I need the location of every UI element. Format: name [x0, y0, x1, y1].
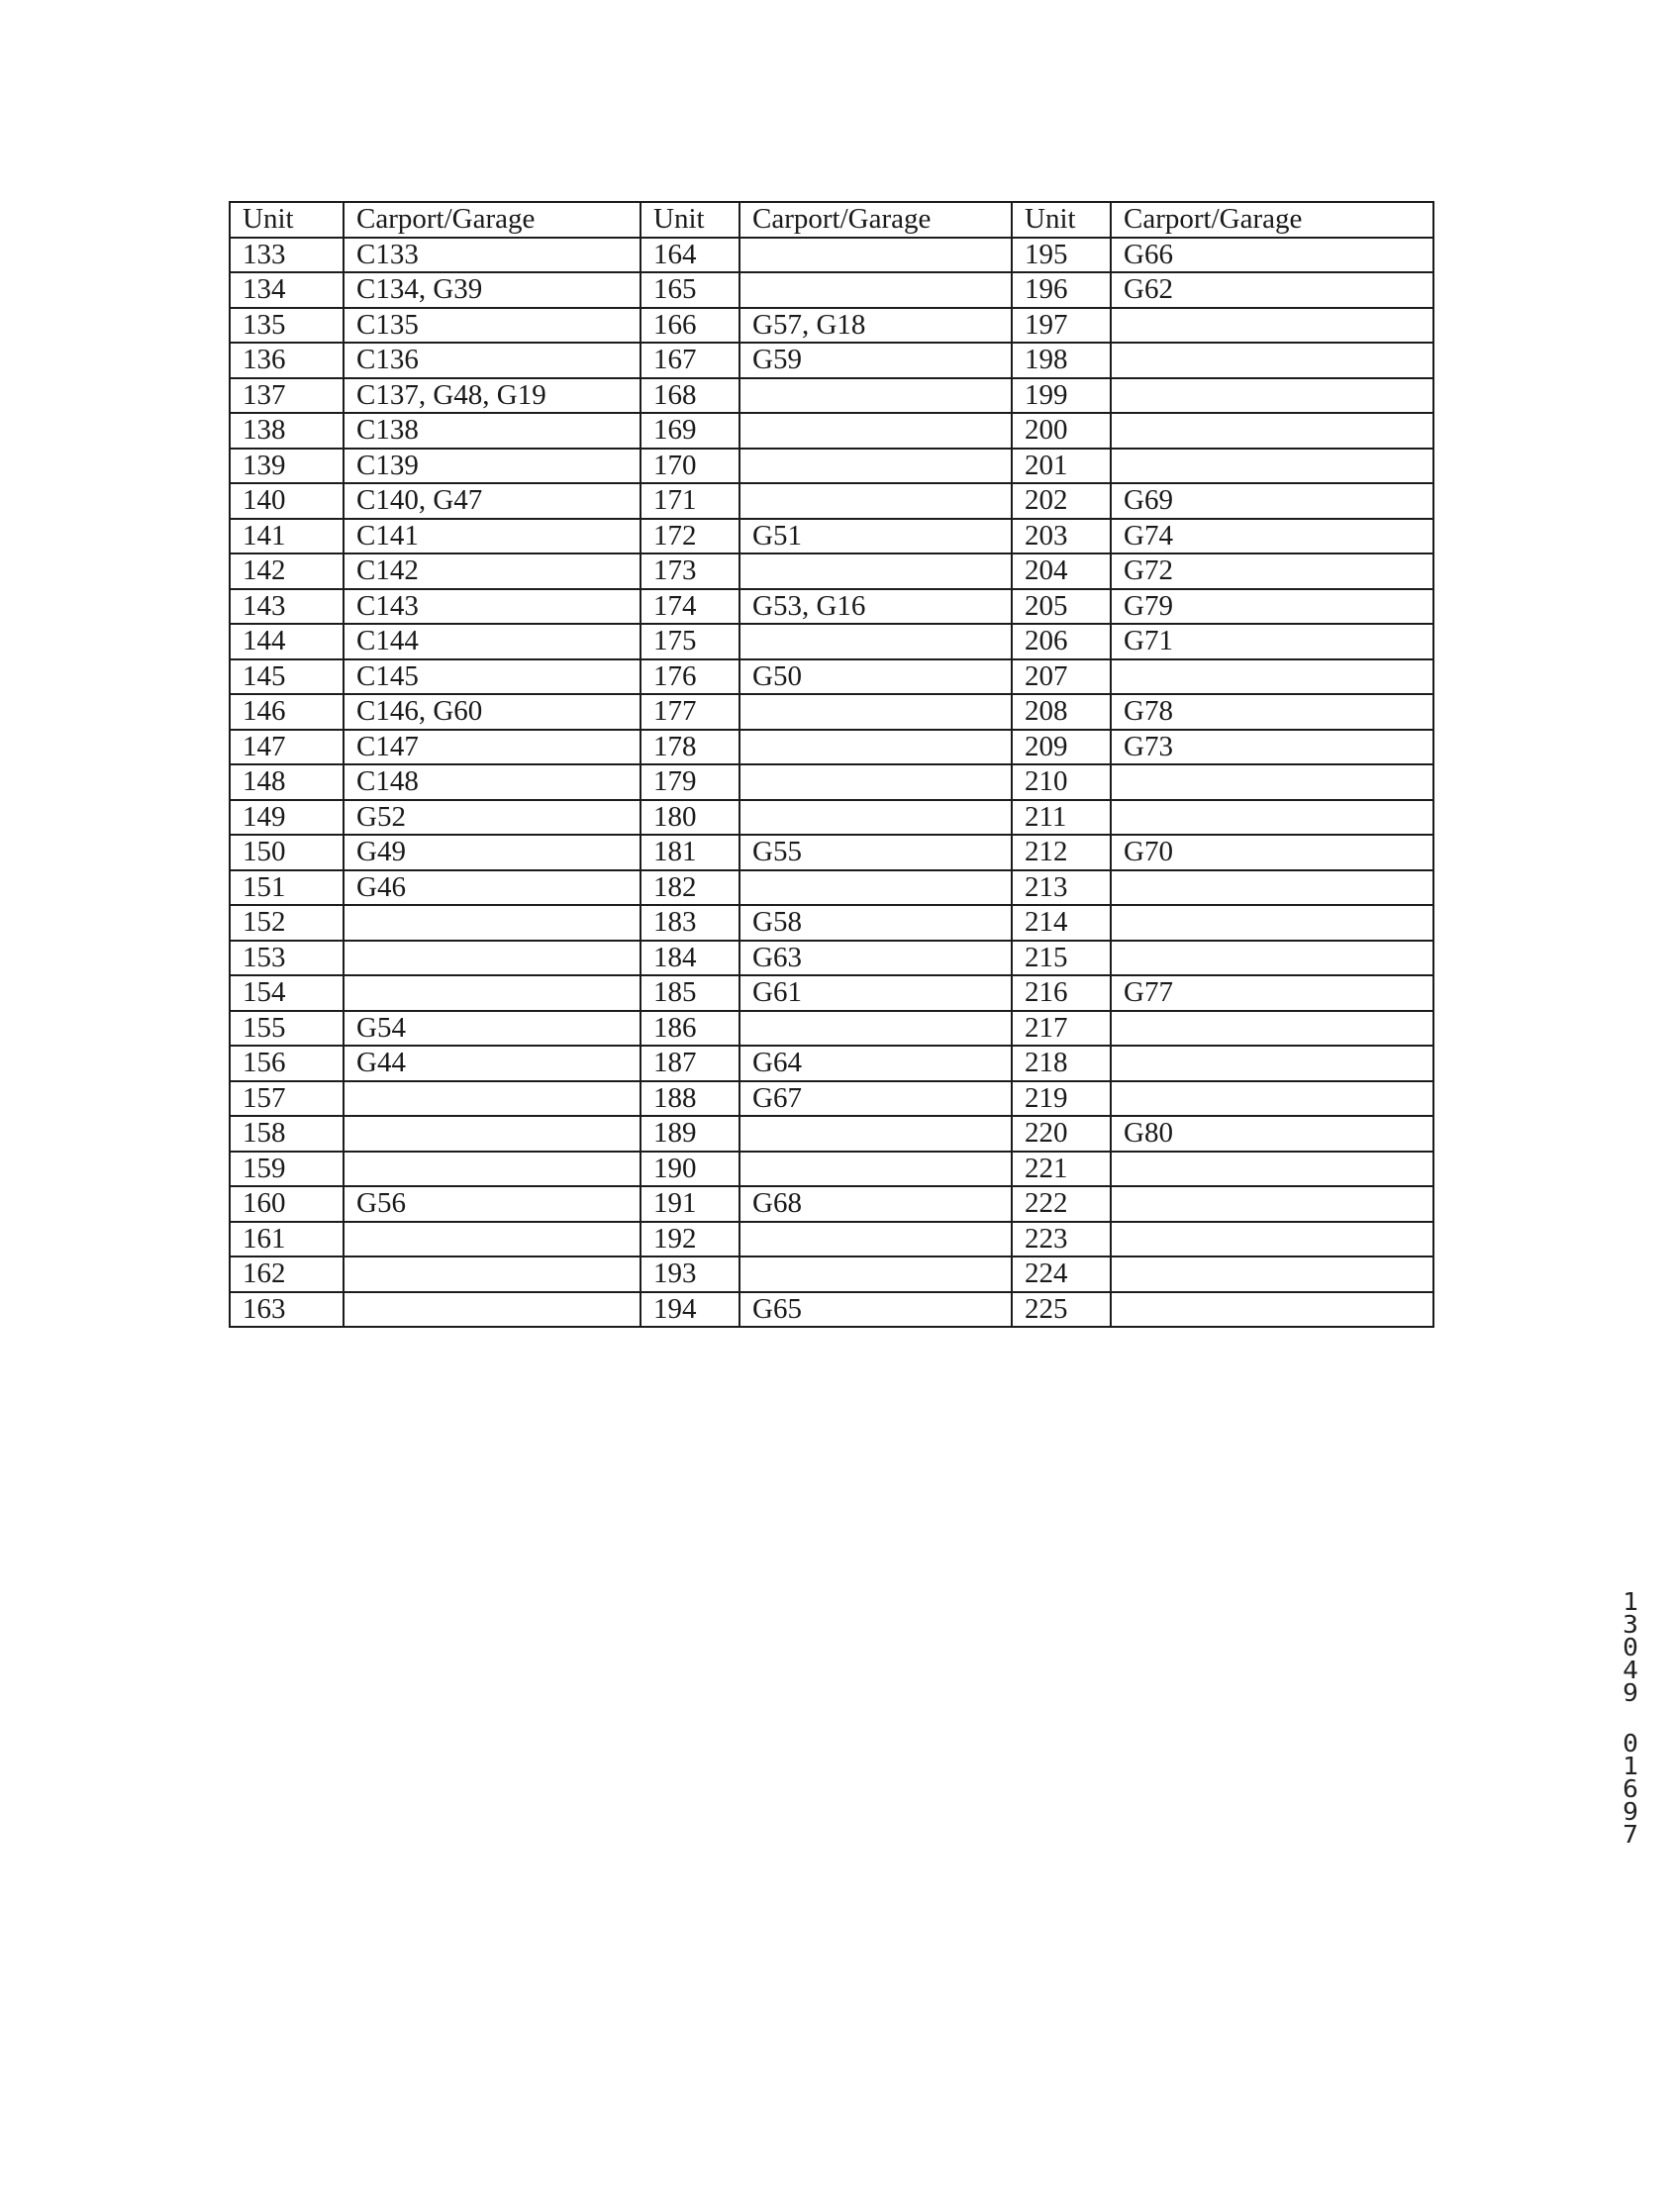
carport-garage-cell: G61: [739, 975, 1012, 1011]
table-row: [230, 1292, 1433, 1328]
carport-garage-cell: [344, 1292, 640, 1328]
carport-garage-cell: [344, 941, 640, 976]
carport-garage-cell: G63: [739, 941, 1012, 976]
unit-cell: 214: [1012, 905, 1111, 941]
unit-cell: 161: [230, 1222, 344, 1257]
unit-cell: 175: [640, 624, 739, 659]
carport-garage-cell: [1111, 941, 1433, 976]
unit-cell: 166: [640, 308, 739, 344]
table-row: [230, 905, 1433, 941]
carport-garage-cell: C146, G60: [344, 694, 640, 730]
carport-garage-cell: [739, 378, 1012, 414]
carport-garage-cell: C138: [344, 413, 640, 449]
carport-garage-cell: [344, 1081, 640, 1117]
carport-garage-cell: C142: [344, 553, 640, 589]
unit-cell: 209: [1012, 730, 1111, 765]
table-row: [230, 1081, 1433, 1117]
table-row: [230, 941, 1433, 976]
carport-garage-cell: [1111, 1222, 1433, 1257]
unit-cell: 212: [1012, 835, 1111, 870]
unit-cell: 178: [640, 730, 739, 765]
unit-cell: 205: [1012, 589, 1111, 625]
carport-garage-cell: G72: [1111, 553, 1433, 589]
unit-cell: 158: [230, 1116, 344, 1152]
unit-cell: 160: [230, 1186, 344, 1222]
unit-cell: 198: [1012, 343, 1111, 378]
unit-cell: 223: [1012, 1222, 1111, 1257]
unit-cell: 159: [230, 1152, 344, 1187]
unit-cell: 133: [230, 238, 344, 273]
bates-gap: [1615, 1704, 1646, 1732]
table-row: [230, 483, 1433, 519]
carport-garage-cell: [1111, 413, 1433, 449]
carport-garage-cell: [1111, 1292, 1433, 1328]
carport-garage-cell: G49: [344, 835, 640, 870]
carport-garage-cell: G78: [1111, 694, 1433, 730]
column-header-carport-garage: Carport/Garage: [1111, 202, 1433, 238]
unit-cell: 146: [230, 694, 344, 730]
carport-garage-cell: [1111, 800, 1433, 836]
column-header-unit: Unit: [1012, 202, 1111, 238]
column-header-unit: Unit: [640, 202, 739, 238]
unit-cell: 164: [640, 238, 739, 273]
unit-cell: 173: [640, 553, 739, 589]
carport-garage-cell: C148: [344, 764, 640, 800]
carport-garage-cell: [344, 1222, 640, 1257]
carport-garage-cell: [1111, 905, 1433, 941]
unit-cell: 210: [1012, 764, 1111, 800]
carport-garage-cell: [1111, 449, 1433, 484]
unit-cell: 218: [1012, 1046, 1111, 1081]
carport-garage-cell: C135: [344, 308, 640, 344]
unit-cell: 190: [640, 1152, 739, 1187]
unit-cell: 157: [230, 1081, 344, 1117]
unit-cell: 199: [1012, 378, 1111, 414]
unit-cell: 191: [640, 1186, 739, 1222]
unit-cell: 195: [1012, 238, 1111, 273]
unit-cell: 204: [1012, 553, 1111, 589]
unit-cell: 216: [1012, 975, 1111, 1011]
carport-garage-cell: G73: [1111, 730, 1433, 765]
table-row: [230, 694, 1433, 730]
carport-garage-cell: [1111, 1081, 1433, 1117]
carport-garage-cell: G44: [344, 1046, 640, 1081]
unit-cell: 196: [1012, 272, 1111, 308]
carport-garage-cell: C147: [344, 730, 640, 765]
unit-cell: 194: [640, 1292, 739, 1328]
unit-cell: 222: [1012, 1186, 1111, 1222]
unit-cell: 176: [640, 659, 739, 695]
table-row: [230, 800, 1433, 836]
table-row: [230, 659, 1433, 695]
unit-cell: 217: [1012, 1011, 1111, 1047]
unit-cell: 147: [230, 730, 344, 765]
table-row: [230, 449, 1433, 484]
table-row: [230, 764, 1433, 800]
unit-cell: 172: [640, 519, 739, 554]
column-header-unit: Unit: [230, 202, 344, 238]
table-row: [230, 1152, 1433, 1187]
carport-garage-cell: G79: [1111, 589, 1433, 625]
unit-cell: 182: [640, 870, 739, 906]
carport-garage-cell: G54: [344, 1011, 640, 1047]
carport-garage-cell: G58: [739, 905, 1012, 941]
carport-garage-cell: G62: [1111, 272, 1433, 308]
carport-garage-cell: [739, 1257, 1012, 1292]
table-row: [230, 413, 1433, 449]
table-row: [230, 519, 1433, 554]
carport-garage-cell: [739, 730, 1012, 765]
unit-cell: 186: [640, 1011, 739, 1047]
unit-cell: 150: [230, 835, 344, 870]
carport-garage-cell: [739, 272, 1012, 308]
carport-garage-cell: [739, 553, 1012, 589]
bates-digit: 4: [1623, 1656, 1638, 1684]
carport-garage-cell: C133: [344, 238, 640, 273]
carport-garage-cell: [1111, 870, 1433, 906]
carport-garage-cell: [1111, 1186, 1433, 1222]
table-row: [230, 1011, 1433, 1047]
bates-digit: 7: [1623, 1820, 1638, 1849]
carport-garage-cell: G80: [1111, 1116, 1433, 1152]
table-row: [230, 1116, 1433, 1152]
carport-garage-cell: C141: [344, 519, 640, 554]
carport-garage-cell: [739, 483, 1012, 519]
unit-cell: 139: [230, 449, 344, 484]
carport-garage-cell: G53, G16: [739, 589, 1012, 625]
unit-cell: 177: [640, 694, 739, 730]
unit-cell: 189: [640, 1116, 739, 1152]
unit-cell: 165: [640, 272, 739, 308]
unit-cell: 203: [1012, 519, 1111, 554]
unit-cell: 202: [1012, 483, 1111, 519]
bates-digit: 3: [1623, 1610, 1638, 1639]
carport-garage-cell: G52: [344, 800, 640, 836]
unit-cell: 219: [1012, 1081, 1111, 1117]
unit-cell: 215: [1012, 941, 1111, 976]
carport-garage-cell: [739, 449, 1012, 484]
unit-cell: 144: [230, 624, 344, 659]
table-row: [230, 730, 1433, 765]
unit-cell: 225: [1012, 1292, 1111, 1328]
carport-garage-cell: [1111, 1257, 1433, 1292]
carport-garage-cell: [344, 1257, 640, 1292]
unit-cell: 140: [230, 483, 344, 519]
unit-cell: 184: [640, 941, 739, 976]
unit-cell: 193: [640, 1257, 739, 1292]
unit-cell: 200: [1012, 413, 1111, 449]
unit-cell: 143: [230, 589, 344, 625]
carport-garage-cell: G67: [739, 1081, 1012, 1117]
carport-garage-cell: [739, 800, 1012, 836]
carport-garage-cell: G70: [1111, 835, 1433, 870]
carport-garage-cell: G55: [739, 835, 1012, 870]
carport-garage-cell: G64: [739, 1046, 1012, 1081]
unit-cell: 134: [230, 272, 344, 308]
table-header-row: [230, 202, 1433, 238]
unit-cell: 154: [230, 975, 344, 1011]
carport-garage-cell: G77: [1111, 975, 1433, 1011]
carport-garage-cell: G57, G18: [739, 308, 1012, 344]
bates-digit: 9: [1623, 1678, 1638, 1707]
unit-cell: 167: [640, 343, 739, 378]
bates-digit: 1: [1623, 1587, 1638, 1616]
document-bates-number: [1615, 1587, 1646, 1849]
carport-garage-cell: [739, 1152, 1012, 1187]
table-row: [230, 870, 1433, 906]
carport-garage-cell: G71: [1111, 624, 1433, 659]
unit-cell: 171: [640, 483, 739, 519]
unit-cell: 220: [1012, 1116, 1111, 1152]
carport-garage-cell: G69: [1111, 483, 1433, 519]
bates-digit: 9: [1623, 1797, 1638, 1826]
carport-garage-cell: [739, 870, 1012, 906]
carport-garage-cell: C145: [344, 659, 640, 695]
carport-garage-cell: [739, 764, 1012, 800]
unit-cell: 163: [230, 1292, 344, 1328]
carport-garage-cell: G74: [1111, 519, 1433, 554]
unit-cell: 224: [1012, 1257, 1111, 1292]
unit-cell: 211: [1012, 800, 1111, 836]
unit-parking-table: [229, 201, 1434, 1328]
carport-garage-cell: [739, 413, 1012, 449]
carport-garage-cell: G65: [739, 1292, 1012, 1328]
carport-garage-cell: C143: [344, 589, 640, 625]
unit-cell: 187: [640, 1046, 739, 1081]
unit-cell: 174: [640, 589, 739, 625]
unit-cell: 156: [230, 1046, 344, 1081]
column-header-carport-garage: Carport/Garage: [739, 202, 1012, 238]
unit-cell: 138: [230, 413, 344, 449]
unit-cell: 183: [640, 905, 739, 941]
carport-garage-cell: [1111, 343, 1433, 378]
unit-cell: 192: [640, 1222, 739, 1257]
table-row: [230, 589, 1433, 625]
carport-garage-cell: G50: [739, 659, 1012, 695]
carport-garage-cell: [739, 694, 1012, 730]
unit-cell: 180: [640, 800, 739, 836]
unit-cell: 188: [640, 1081, 739, 1117]
table-row: [230, 238, 1433, 273]
table-row: [230, 1222, 1433, 1257]
table-row: [230, 1257, 1433, 1292]
carport-garage-cell: G46: [344, 870, 640, 906]
unit-cell: 181: [640, 835, 739, 870]
carport-garage-cell: [1111, 659, 1433, 695]
carport-garage-cell: [739, 1011, 1012, 1047]
table-body: [230, 238, 1433, 1328]
unit-cell: 148: [230, 764, 344, 800]
unit-cell: 145: [230, 659, 344, 695]
carport-garage-cell: G66: [1111, 238, 1433, 273]
carport-garage-cell: G56: [344, 1186, 640, 1222]
unit-cell: 213: [1012, 870, 1111, 906]
carport-garage-cell: G51: [739, 519, 1012, 554]
unit-cell: 185: [640, 975, 739, 1011]
unit-cell: 208: [1012, 694, 1111, 730]
unit-cell: 149: [230, 800, 344, 836]
carport-garage-cell: C144: [344, 624, 640, 659]
carport-garage-cell: [739, 1222, 1012, 1257]
unit-cell: 135: [230, 308, 344, 344]
carport-garage-cell: [344, 1152, 640, 1187]
unit-cell: 169: [640, 413, 739, 449]
unit-cell: 153: [230, 941, 344, 976]
carport-garage-cell: [1111, 1152, 1433, 1187]
table-row: [230, 553, 1433, 589]
carport-garage-cell: C137, G48, G19: [344, 378, 640, 414]
carport-garage-cell: [739, 624, 1012, 659]
column-header-carport-garage: Carport/Garage: [344, 202, 640, 238]
unit-cell: 179: [640, 764, 739, 800]
unit-cell: 136: [230, 343, 344, 378]
table-row: [230, 1046, 1433, 1081]
bates-digit: 1: [1623, 1752, 1638, 1780]
table-row: [230, 624, 1433, 659]
bates-digit: 6: [1623, 1774, 1638, 1803]
carport-garage-cell: [344, 905, 640, 941]
unit-cell: 170: [640, 449, 739, 484]
table-row: [230, 343, 1433, 378]
carport-garage-cell: [1111, 764, 1433, 800]
bates-digit: 0: [1623, 1633, 1638, 1661]
carport-garage-cell: [1111, 378, 1433, 414]
carport-garage-cell: [1111, 1046, 1433, 1081]
unit-cell: 137: [230, 378, 344, 414]
carport-garage-cell: C136: [344, 343, 640, 378]
table-row: [230, 308, 1433, 344]
carport-garage-cell: G68: [739, 1186, 1012, 1222]
table-row: [230, 835, 1433, 870]
carport-garage-cell: [344, 1116, 640, 1152]
unit-cell: 168: [640, 378, 739, 414]
carport-garage-cell: [739, 238, 1012, 273]
carport-garage-cell: [739, 1116, 1012, 1152]
unit-cell: 162: [230, 1257, 344, 1292]
unit-cell: 151: [230, 870, 344, 906]
table-row: [230, 272, 1433, 308]
unit-cell: 201: [1012, 449, 1111, 484]
carport-garage-cell: [1111, 1011, 1433, 1047]
carport-garage-cell: C140, G47: [344, 483, 640, 519]
table-row: [230, 378, 1433, 414]
carport-garage-cell: C134, G39: [344, 272, 640, 308]
carport-garage-cell: C139: [344, 449, 640, 484]
carport-garage-cell: [344, 975, 640, 1011]
unit-cell: 206: [1012, 624, 1111, 659]
carport-garage-cell: G59: [739, 343, 1012, 378]
unit-cell: 221: [1012, 1152, 1111, 1187]
unit-cell: 197: [1012, 308, 1111, 344]
bates-digit: 0: [1623, 1729, 1638, 1758]
table-row: [230, 975, 1433, 1011]
unit-cell: 207: [1012, 659, 1111, 695]
unit-cell: 142: [230, 553, 344, 589]
unit-cell: 155: [230, 1011, 344, 1047]
unit-cell: 152: [230, 905, 344, 941]
unit-cell: 141: [230, 519, 344, 554]
carport-garage-cell: [1111, 308, 1433, 344]
table-row: [230, 1186, 1433, 1222]
